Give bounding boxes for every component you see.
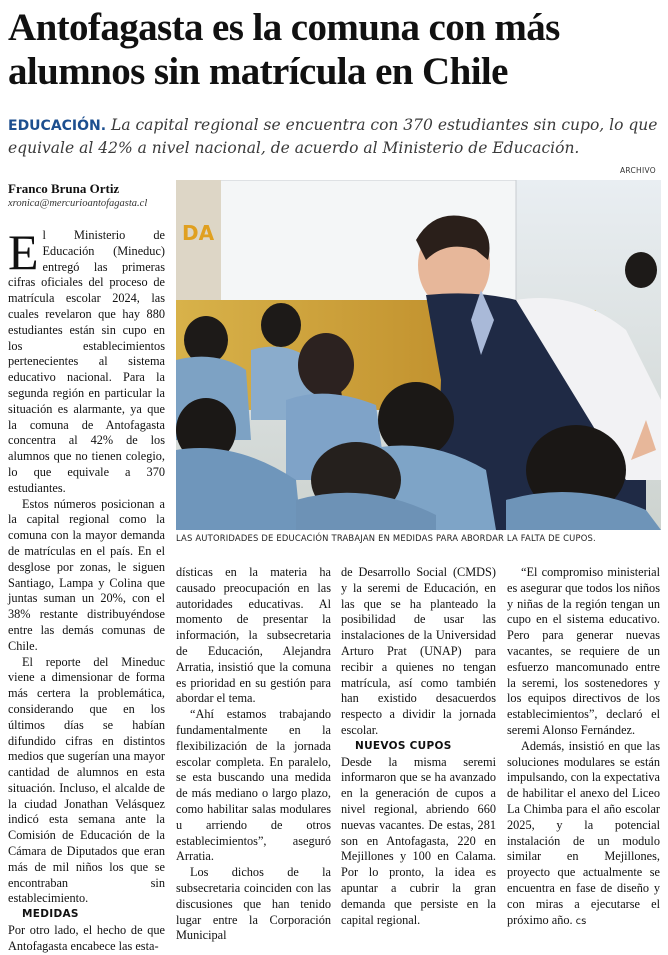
author-name: Franco Bruna Ortiz	[8, 181, 120, 196]
paragraph: de Desarrollo Social (CMDS) y la seremi de Educación, en las que se ha planteado la posibilidad de usar las instalaciones de la Universidad Arturo Prat (UNAP) para recibir a quienes no tengan matrícula, así como también han existido desacuerdos respecto a dividir la jornada escolar.	[341, 565, 496, 737]
column-2	[176, 565, 331, 944]
paragraph: Estos números posicionan a la capital regional como la comuna con la mayor demanda de matrículas en el país. En el desglose por zonas, le siguen Santiago, Lampa y Colina que juntas suman un 20%, con el 38% restante distribuyéndose entre las demás comunas de Chile.	[8, 496, 165, 653]
subhead: MEDIDAS	[22, 908, 79, 921]
column-3	[341, 565, 496, 928]
deck	[8, 114, 658, 159]
paragraph	[8, 224, 165, 497]
paragraph: “Ahí estamos trabajando fundamentalmente en la flexibilización de la jornada escolar completa. En paralelo, se esta buscando una medida de más mediano o largo plazo, como habilitar salas modulares u arriendo de otros establecimientos”, aseguró Arratia.	[176, 707, 331, 864]
paragraph-text: l Ministerio de Educación (Mineduc) entregó las primeras cifras oficiales del proceso de matrícula escolar 2024, las cuales revelaron que hay 880 estudiantes están sin cupo en los establecimientos pertenecientes al sistema educativo nacional. Para la segunda región en particular la situación es alarmante, ya que la comuna de Antofagasta concentra al 42% de los alumnos que no tienen colegio, lo que equivale a 370 estudiantes.	[8, 228, 165, 495]
paragraph: Desde la misma seremi informaron que se ha avanzado en la generación de cupos a nivel regional, abriendo 660 nuevas vacantes. De estas, 281 son en Antofagasta, 220 en Mejillones y 100 en Calama. Por lo pronto, la idea es apuntar a cubrir la gran demanda que persiste en la capital regional.	[341, 754, 496, 927]
paragraph-text: Además, insistió en que las soluciones modulares se están impulsando, con la expectativa de habilitar el anexo del Liceo La Chimba para el año escolar 2025, y la potencial instalación de un modulo similar en Mejillones, proyecto que actualmente se encuentra en fase de diseño y con miras a ejecutarse el próximo año.	[507, 738, 660, 927]
paragraph: Por otro lado, el hecho de que Antofagasta encabece las esta-	[8, 923, 165, 953]
svg-text:DA: DA	[182, 221, 215, 245]
dropcap: E	[8, 224, 39, 280]
deck-text: La capital regional se encuentra con 370 estudiantes sin cupo, lo que equivale al 42% a nivel nacional, de acuerdo al Ministerio de Educación.	[8, 116, 658, 157]
column-1	[8, 224, 165, 955]
column-4	[507, 565, 660, 929]
end-mark-icon: cs	[575, 915, 587, 927]
paragraph: Los dichos de la subsecretaria coinciden con las discusiones que han tenido lugar entre la Corporación Municipal	[176, 865, 331, 943]
author-email[interactable]: xronica@mercurioantofagasta.cl	[8, 198, 148, 209]
classroom-photo	[176, 180, 661, 530]
section-label: EDUCACIÓN.	[8, 118, 107, 134]
paragraph: “El compromiso ministerial es asegurar que todos los niños y niñas de la región tengan un cupo en el sistema educativo. Pero para generar nuevas vacantes, se requiere de un esfuerzo mancomunado entre la seremi, los sostenedores y los equipos directivos de los establecimientos”, declaró el seremi Alonso Fernández.	[507, 565, 660, 737]
classroom-illustration	[176, 180, 661, 530]
paragraph	[507, 739, 660, 930]
headline: Antofagasta es la comuna con más alumnos sin matrícula en Chile	[8, 6, 560, 93]
photo-credit: ARCHIVO	[619, 166, 656, 175]
paragraph: dísticas en la materia ha causado preocupación en las autoridades educativas. Al momento de presentar la información, la subsecretaria de Educación, Alejandra Arratia, insistió que la comuna es prioridad en su gestión para abordar el tema.	[176, 565, 331, 706]
paragraph: El reporte del Mineduc viene a dimensionar de forma más certera la problemática, considerando que en los últimos días se habían difundido cifras en distintos medios que sugerían una mayor cantidad de alumnos en esta situación. Incluso, el alcalde de la ciudad Jonathan Velásquez indicó esta semana ante la Comisión de Educación de la Cámara de Diputados que eran más de mil niños los que se encontraban sin establecimiento.	[8, 654, 165, 906]
photo-caption: LAS AUTORIDADES DE EDUCACIÓN TRABAJAN EN MEDIDAS PARA ABORDAR LA FALTA DE CUPOS.	[176, 533, 596, 543]
subhead: NUEVOS CUPOS	[355, 739, 452, 752]
